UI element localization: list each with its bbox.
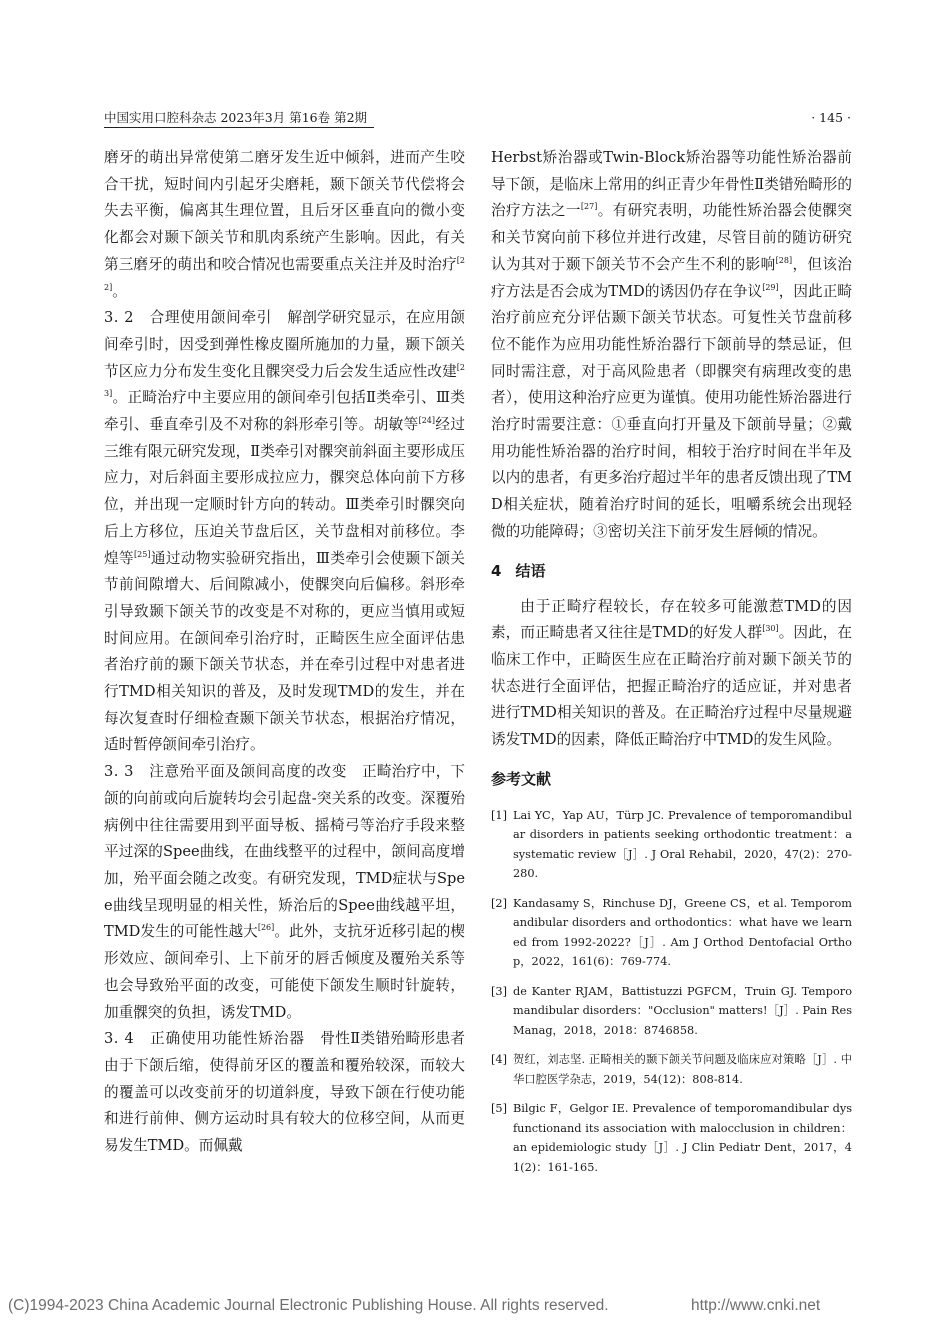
citation-30[interactable]: [30] <box>762 624 779 634</box>
paragraph-conclusion: 由于正畸疗程较长，存在较多可能激惹TMD的因素，而正畸患者又往往是TMD的好发人群[30]。因此，在临床工作中，正畸医生应在正畸治疗前对颞下颌关节的状态进行全面评估，把握正畸治疗的适应证，并对患者进行TMD相关知识的普及。在正畸治疗过程中尽量规避诱发TMD的因素，降低正畸治疗中TMD的发生风险。 <box>491 597 852 749</box>
subsection-3-4: 3. 4 正确使用功能性矫治器 骨性Ⅱ类错殆畸形患者由于下颌后缩，使得前牙区的覆盖和覆殆较深，而较大的覆盖可以改变前牙的切道斜度，导致下颌在行使功能和进行前伸、侧方运动时具有较大的位移空间，从而更易发生TMD。而佩戴 <box>104 1030 465 1155</box>
citation-25[interactable]: [25] <box>134 549 151 559</box>
citation-29[interactable]: [29] <box>762 282 779 292</box>
reference-item: [3] de Kanter RJAM，Battistuzzi PGFCM，Truin GJ. Temporomandibular disorders："Occlusion" matters!［J］. Pain Res Manag，2018，2018：8746858. <box>491 984 852 1037</box>
citation-24[interactable]: [24] <box>418 416 436 426</box>
subsection-3-4-heading: 3. 4 正确使用功能性矫治器 <box>104 1030 305 1048</box>
subsection-3-2-heading: 3. 2 合理使用颌间牵引 <box>104 309 273 327</box>
citation-28[interactable]: [28] <box>775 255 793 265</box>
page-number: · 145 · <box>811 110 851 125</box>
reference-item: [5] Bilgic F，Gelgor IE. Prevalence of temporomandibular dysfunctionand its association with malocclusion in children：an epidemiologic study［J］. J Clin Pediatr Dent，2017，41(2)：161-165. <box>491 1102 852 1174</box>
section-4-heading: 4 结语 <box>491 561 546 580</box>
subsection-3-3: 3. 3 注意殆平面及颌间高度的改变 正畸治疗中，下颌的向前或向后旋转均会引起盘-突关系的改变。深覆殆病例中往往需要用到平面导板、摇椅弓等治疗手段来整平过深的Spee曲线，在曲线整平的过程中，颌间高度增加，殆平面会随之改变。有研究发现，TMD症状与Spee曲线呈现明显的相关性，矫治后的Spee曲线越平坦，TMD发生的可能性越大[26]。此外，支抗牙近移引起的楔形效应、颌间牵引、上下前牙的唇舌倾度及覆殆关系等也会导致殆平面的改变，可能使下颌发生顺时针旋转，加重髁突的负担，诱发TMD。 <box>104 763 465 1021</box>
citation-27[interactable]: [27] <box>580 202 598 212</box>
left-column <box>104 145 465 1160</box>
subsection-3-3-heading: 3. 3 注意殆平面及颌间高度的改变 <box>104 763 347 781</box>
cnki-link[interactable]: http://www.cnki.net <box>691 1297 821 1314</box>
reference-item: [4] 贺红，刘志坚. 正畸相关的颞下颌关节问题及临床应对策略［J］. 中华口腔医学杂志，2019，54(12)：808-814. <box>491 1053 852 1086</box>
header-rule <box>104 127 374 128</box>
running-header <box>104 109 851 127</box>
reference-list <box>491 806 852 1178</box>
copyright-text: (C)1994-2023 China Academic Journal Electronic Publishing House. All rights reserved. <box>8 1297 609 1314</box>
journal-citation: 中国实用口腔科杂志 2023年3月 第16卷 第2期 <box>104 110 368 125</box>
paragraph-functional-appliance: Herbst矫治器或Twin-Block矫治器等功能性矫治器前导下颌，是临床上常用的纠正青少年骨性Ⅱ类错殆畸形的治疗方法之一[27]。有研究表明，功能性矫治器会使髁突和关节窝向前下移位并进行改建，尽管目前的随访研究认为其对于颞下颌关节不会产生不利的影响[28]，但该治疗方法是否会成为TMD的诱因仍存在争议[29]，因此正畸治疗前应充分评估颞下颌关节状态。可复性关节盘前移位不能作为应用功能性矫治器行下颌前导的禁忌证，但同时需注意，对于高风险患者（即髁突有病理改变的患者），使用这种治疗应更为谨慎。使用功能性矫治器进行治疗时需要注意：①垂直向打开量及下颌前导量；②戴用功能性矫治器的治疗时间，相较于治疗时间在半年及以内的患者，有更多治疗超过半年的患者反馈出现了TMD相关症状，随着治疗时间的延长，咀嚼系统会出现轻微的功能障碍；③密切关注下前牙发生唇倾的情况。 <box>491 149 852 540</box>
reference-item: [2] Kandasamy S，Rinchuse DJ，Greene CS，et al. Temporomandibular disorders and orthodontics：what have we learned from 1992-2022?［J］. Am J Orthod Dentofacial Orthop，2022，161(6)：769-774. <box>491 896 852 969</box>
citation-22[interactable]: [22] <box>104 255 465 292</box>
references-heading: 参考文献 <box>491 769 552 788</box>
reference-item: [1] Lai YC，Yap AU，Türp JC. Prevalence of temporomandibular disorders in patients seeking orthodontic treatment：a systematic review［J］. J Oral Rehabil，2020，47(2)：270-280. <box>491 808 852 881</box>
subsection-3-2: 3. 2 合理使用颌间牵引 解剖学研究显示，在应用颌间牵引时，因受到弹性橡皮圈所施加的力量，颞下颌关节区应力分布发生变化且髁突受力后会发生适应性改建[23]。正畸治疗中主要应用的颌间牵引包括Ⅱ类牵引、Ⅲ类牵引、垂直牵引及不对称的斜形牵引等。胡敏等[24]经过三维有限元研究发现，Ⅱ类牵引对髁突前斜面主要形成压应力，对后斜面主要形成拉应力，髁突总体向前下方移位，并出现一定顺时针方向的转动。Ⅲ类牵引时髁突向后上方移位，压迫关节盘后区，关节盘相对前移位。李煌等[25]通过动物实验研究指出，Ⅲ类牵引会使颞下颌关节前间隙增大、后间隙减小，使髁突向后偏移。斜形牵引导致颞下颌关节的改变是不对称的，更应当慎用或短时间应用。在颌间牵引治疗时，正畸医生应全面评估患者治疗前的颞下颌关节状态，并在牵引过程中对患者进行TMD相关知识的普及，及时发现TMD的发生，并在每次复查时仔细检查颞下颌关节状态，根据治疗情况，适时暂停颌间牵引治疗。 <box>104 309 465 754</box>
citation-23[interactable]: [23] <box>104 362 465 399</box>
citation-26[interactable]: [26] <box>257 923 275 933</box>
right-column <box>491 145 852 1187</box>
paragraph-third-molar: 磨牙的萌出异常使第二磨牙发生近中倾斜，进而产生咬合干扰，短时间内引起牙尖磨耗，颞下颌关节代偿将会失去平衡，偏离其生理位置，且后牙区垂直向的微小变化都会对颞下颌关节和肌肉系统产生影响。因此，有关第三磨牙的萌出和咬合情况也需要重点关注并及时治疗[22]。 <box>104 149 465 300</box>
